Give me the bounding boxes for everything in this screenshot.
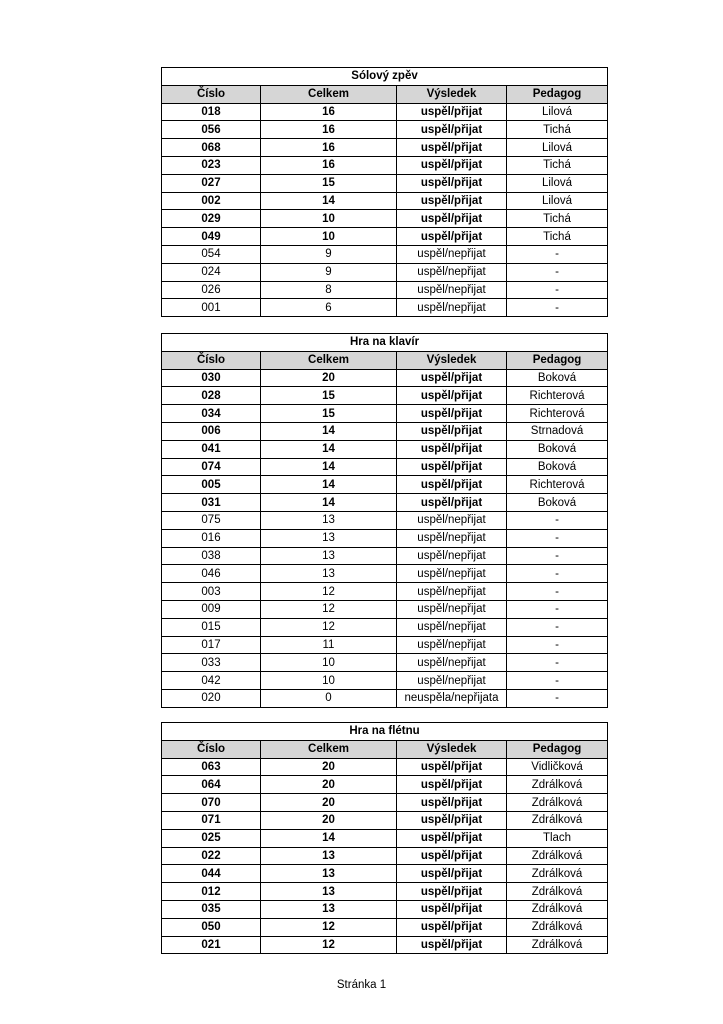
table-body bbox=[162, 369, 608, 707]
section-title: Hra na flétnu bbox=[162, 723, 608, 741]
cell-pedagog: - bbox=[507, 281, 608, 299]
cell-celkem: 12 bbox=[261, 918, 397, 936]
cell-vysledek: uspěl/nepřijat bbox=[397, 583, 507, 601]
cell-pedagog: Lilová bbox=[507, 174, 608, 192]
cell-cislo: 034 bbox=[162, 405, 261, 423]
cell-celkem: 14 bbox=[261, 494, 397, 512]
table-row bbox=[162, 494, 608, 512]
cell-celkem: 13 bbox=[261, 847, 397, 865]
cell-pedagog: Boková bbox=[507, 458, 608, 476]
cell-vysledek: uspěl/přijat bbox=[397, 476, 507, 494]
cell-celkem: 14 bbox=[261, 829, 397, 847]
cell-pedagog: - bbox=[507, 689, 608, 707]
cell-pedagog: - bbox=[507, 672, 608, 690]
table-row bbox=[162, 529, 608, 547]
cell-pedagog: Tichá bbox=[507, 156, 608, 174]
cell-cislo: 035 bbox=[162, 900, 261, 918]
cell-pedagog: Richterová bbox=[507, 405, 608, 423]
cell-celkem: 8 bbox=[261, 281, 397, 299]
table-row bbox=[162, 387, 608, 405]
cell-vysledek: uspěl/přijat bbox=[397, 405, 507, 423]
cell-cislo: 002 bbox=[162, 192, 261, 210]
table-row bbox=[162, 103, 608, 121]
cell-vysledek: uspěl/přijat bbox=[397, 936, 507, 954]
cell-pedagog: Strnadová bbox=[507, 422, 608, 440]
table-hra-na-fletnu bbox=[161, 722, 608, 954]
cell-pedagog: - bbox=[507, 600, 608, 618]
table-row bbox=[162, 758, 608, 776]
header-celkem: Celkem bbox=[261, 85, 397, 103]
cell-cislo: 026 bbox=[162, 281, 261, 299]
cell-pedagog: - bbox=[507, 654, 608, 672]
table-row bbox=[162, 228, 608, 246]
cell-cislo: 042 bbox=[162, 672, 261, 690]
table-row bbox=[162, 422, 608, 440]
cell-vysledek: uspěl/nepřijat bbox=[397, 618, 507, 636]
table-row bbox=[162, 139, 608, 157]
table-row bbox=[162, 583, 608, 601]
cell-pedagog: - bbox=[507, 263, 608, 281]
cell-vysledek: uspěl/přijat bbox=[397, 918, 507, 936]
table-row bbox=[162, 672, 608, 690]
cell-cislo: 009 bbox=[162, 600, 261, 618]
cell-vysledek: uspěl/přijat bbox=[397, 494, 507, 512]
cell-vysledek: uspěl/přijat bbox=[397, 387, 507, 405]
cell-celkem: 13 bbox=[261, 865, 397, 883]
section-title: Sólový zpěv bbox=[162, 68, 608, 86]
section-title: Hra na klavír bbox=[162, 334, 608, 352]
cell-vysledek: uspěl/nepřijat bbox=[397, 299, 507, 317]
cell-vysledek: uspěl/přijat bbox=[397, 121, 507, 139]
cell-celkem: 13 bbox=[261, 900, 397, 918]
table-row bbox=[162, 865, 608, 883]
cell-pedagog: - bbox=[507, 565, 608, 583]
cell-celkem: 12 bbox=[261, 600, 397, 618]
cell-vysledek: uspěl/přijat bbox=[397, 758, 507, 776]
table-row bbox=[162, 121, 608, 139]
table-row bbox=[162, 618, 608, 636]
cell-celkem: 14 bbox=[261, 440, 397, 458]
cell-cislo: 028 bbox=[162, 387, 261, 405]
cell-cislo: 070 bbox=[162, 794, 261, 812]
cell-celkem: 12 bbox=[261, 936, 397, 954]
cell-vysledek: uspěl/přijat bbox=[397, 192, 507, 210]
cell-pedagog: - bbox=[507, 618, 608, 636]
cell-cislo: 033 bbox=[162, 654, 261, 672]
cell-pedagog: - bbox=[507, 547, 608, 565]
header-pedagog: Pedagog bbox=[507, 351, 608, 369]
cell-vysledek: uspěl/přijat bbox=[397, 776, 507, 794]
cell-pedagog: Tichá bbox=[507, 121, 608, 139]
table-row bbox=[162, 847, 608, 865]
table-hra-na-klavir bbox=[161, 333, 608, 708]
cell-vysledek: uspěl/přijat bbox=[397, 228, 507, 246]
cell-vysledek: uspěl/přijat bbox=[397, 156, 507, 174]
table-row bbox=[162, 776, 608, 794]
cell-celkem: 20 bbox=[261, 811, 397, 829]
header-vysledek: Výsledek bbox=[397, 740, 507, 758]
cell-cislo: 006 bbox=[162, 422, 261, 440]
table-row bbox=[162, 918, 608, 936]
table-row bbox=[162, 369, 608, 387]
cell-pedagog: Zdrálková bbox=[507, 883, 608, 901]
cell-celkem: 13 bbox=[261, 547, 397, 565]
table-row bbox=[162, 936, 608, 954]
table-row bbox=[162, 405, 608, 423]
table-row bbox=[162, 192, 608, 210]
page-footer: Stránka 1 bbox=[336, 979, 387, 991]
cell-vysledek: uspěl/přijat bbox=[397, 210, 507, 228]
cell-vysledek: uspěl/přijat bbox=[397, 794, 507, 812]
cell-pedagog: Zdrálková bbox=[507, 811, 608, 829]
header-pedagog: Pedagog bbox=[507, 85, 608, 103]
cell-vysledek: uspěl/nepřijat bbox=[397, 263, 507, 281]
table-row bbox=[162, 600, 608, 618]
cell-pedagog: - bbox=[507, 245, 608, 263]
cell-cislo: 017 bbox=[162, 636, 261, 654]
table-row bbox=[162, 210, 608, 228]
cell-pedagog: - bbox=[507, 299, 608, 317]
cell-celkem: 14 bbox=[261, 476, 397, 494]
cell-pedagog: Zdrálková bbox=[507, 936, 608, 954]
cell-cislo: 049 bbox=[162, 228, 261, 246]
cell-pedagog: Lilová bbox=[507, 192, 608, 210]
cell-celkem: 14 bbox=[261, 422, 397, 440]
table-row bbox=[162, 636, 608, 654]
cell-cislo: 020 bbox=[162, 689, 261, 707]
cell-pedagog: Zdrálková bbox=[507, 900, 608, 918]
cell-celkem: 13 bbox=[261, 511, 397, 529]
header-cislo: Číslo bbox=[162, 351, 261, 369]
cell-pedagog: Richterová bbox=[507, 387, 608, 405]
cell-cislo: 044 bbox=[162, 865, 261, 883]
cell-pedagog: Zdrálková bbox=[507, 794, 608, 812]
header-vysledek: Výsledek bbox=[397, 85, 507, 103]
cell-pedagog: Tlach bbox=[507, 829, 608, 847]
cell-cislo: 027 bbox=[162, 174, 261, 192]
cell-pedagog: Tichá bbox=[507, 210, 608, 228]
cell-pedagog: Vidličková bbox=[507, 758, 608, 776]
table-row bbox=[162, 281, 608, 299]
cell-cislo: 056 bbox=[162, 121, 261, 139]
cell-vysledek: uspěl/přijat bbox=[397, 440, 507, 458]
header-pedagog: Pedagog bbox=[507, 740, 608, 758]
cell-cislo: 022 bbox=[162, 847, 261, 865]
cell-cislo: 029 bbox=[162, 210, 261, 228]
cell-cislo: 068 bbox=[162, 139, 261, 157]
cell-vysledek: uspěl/nepřijat bbox=[397, 600, 507, 618]
header-celkem: Celkem bbox=[261, 351, 397, 369]
cell-celkem: 13 bbox=[261, 883, 397, 901]
cell-cislo: 012 bbox=[162, 883, 261, 901]
cell-celkem: 15 bbox=[261, 405, 397, 423]
cell-celkem: 16 bbox=[261, 139, 397, 157]
cell-vysledek: uspěl/přijat bbox=[397, 847, 507, 865]
table-row bbox=[162, 811, 608, 829]
table-row bbox=[162, 511, 608, 529]
cell-pedagog: - bbox=[507, 529, 608, 547]
table-row bbox=[162, 794, 608, 812]
cell-cislo: 041 bbox=[162, 440, 261, 458]
cell-vysledek: uspěl/nepřijat bbox=[397, 511, 507, 529]
cell-cislo: 021 bbox=[162, 936, 261, 954]
table-row bbox=[162, 458, 608, 476]
cell-pedagog: Lilová bbox=[507, 103, 608, 121]
cell-pedagog: Zdrálková bbox=[507, 865, 608, 883]
cell-celkem: 15 bbox=[261, 174, 397, 192]
cell-celkem: 9 bbox=[261, 263, 397, 281]
cell-pedagog: Zdrálková bbox=[507, 776, 608, 794]
cell-cislo: 025 bbox=[162, 829, 261, 847]
cell-celkem: 10 bbox=[261, 672, 397, 690]
cell-cislo: 038 bbox=[162, 547, 261, 565]
cell-cislo: 031 bbox=[162, 494, 261, 512]
cell-pedagog: Boková bbox=[507, 369, 608, 387]
header-celkem: Celkem bbox=[261, 740, 397, 758]
cell-vysledek: uspěl/přijat bbox=[397, 174, 507, 192]
cell-celkem: 10 bbox=[261, 228, 397, 246]
cell-cislo: 074 bbox=[162, 458, 261, 476]
cell-cislo: 063 bbox=[162, 758, 261, 776]
cell-vysledek: uspěl/přijat bbox=[397, 900, 507, 918]
cell-vysledek: uspěl/nepřijat bbox=[397, 636, 507, 654]
cell-cislo: 030 bbox=[162, 369, 261, 387]
cell-cislo: 075 bbox=[162, 511, 261, 529]
table-row bbox=[162, 547, 608, 565]
cell-celkem: 13 bbox=[261, 565, 397, 583]
table-row bbox=[162, 565, 608, 583]
table-row bbox=[162, 263, 608, 281]
cell-celkem: 0 bbox=[261, 689, 397, 707]
cell-celkem: 9 bbox=[261, 245, 397, 263]
cell-celkem: 16 bbox=[261, 103, 397, 121]
cell-pedagog: Boková bbox=[507, 440, 608, 458]
cell-vysledek: uspěl/přijat bbox=[397, 883, 507, 901]
cell-celkem: 20 bbox=[261, 369, 397, 387]
cell-celkem: 14 bbox=[261, 458, 397, 476]
cell-vysledek: uspěl/přijat bbox=[397, 811, 507, 829]
cell-vysledek: uspěl/přijat bbox=[397, 422, 507, 440]
cell-cislo: 015 bbox=[162, 618, 261, 636]
cell-vysledek: uspěl/přijat bbox=[397, 829, 507, 847]
cell-vysledek: uspěl/nepřijat bbox=[397, 672, 507, 690]
cell-celkem: 10 bbox=[261, 654, 397, 672]
cell-celkem: 11 bbox=[261, 636, 397, 654]
cell-cislo: 050 bbox=[162, 918, 261, 936]
cell-cislo: 064 bbox=[162, 776, 261, 794]
cell-vysledek: uspěl/nepřijat bbox=[397, 654, 507, 672]
cell-celkem: 16 bbox=[261, 156, 397, 174]
cell-cislo: 023 bbox=[162, 156, 261, 174]
table-row bbox=[162, 883, 608, 901]
cell-vysledek: uspěl/přijat bbox=[397, 139, 507, 157]
cell-pedagog: Richterová bbox=[507, 476, 608, 494]
cell-pedagog: - bbox=[507, 511, 608, 529]
cell-celkem: 15 bbox=[261, 387, 397, 405]
cell-vysledek: uspěl/nepřijat bbox=[397, 547, 507, 565]
table-row bbox=[162, 829, 608, 847]
cell-celkem: 6 bbox=[261, 299, 397, 317]
cell-pedagog: Zdrálková bbox=[507, 918, 608, 936]
cell-celkem: 20 bbox=[261, 758, 397, 776]
table-row bbox=[162, 299, 608, 317]
cell-celkem: 12 bbox=[261, 618, 397, 636]
cell-vysledek: uspěl/přijat bbox=[397, 458, 507, 476]
cell-cislo: 016 bbox=[162, 529, 261, 547]
cell-vysledek: uspěl/přijat bbox=[397, 103, 507, 121]
cell-cislo: 054 bbox=[162, 245, 261, 263]
cell-celkem: 20 bbox=[261, 776, 397, 794]
table-row bbox=[162, 440, 608, 458]
cell-pedagog: Zdrálková bbox=[507, 847, 608, 865]
table-row bbox=[162, 654, 608, 672]
cell-vysledek: uspěl/přijat bbox=[397, 369, 507, 387]
cell-celkem: 12 bbox=[261, 583, 397, 601]
cell-pedagog: - bbox=[507, 583, 608, 601]
table-row bbox=[162, 156, 608, 174]
cell-vysledek: uspěl/nepřijat bbox=[397, 565, 507, 583]
cell-vysledek: uspěl/nepřijat bbox=[397, 529, 507, 547]
table-row bbox=[162, 689, 608, 707]
cell-cislo: 018 bbox=[162, 103, 261, 121]
header-cislo: Číslo bbox=[162, 740, 261, 758]
header-cislo: Číslo bbox=[162, 85, 261, 103]
cell-celkem: 14 bbox=[261, 192, 397, 210]
cell-celkem: 16 bbox=[261, 121, 397, 139]
cell-cislo: 003 bbox=[162, 583, 261, 601]
cell-celkem: 20 bbox=[261, 794, 397, 812]
cell-cislo: 071 bbox=[162, 811, 261, 829]
table-body bbox=[162, 103, 608, 317]
cell-pedagog: Lilová bbox=[507, 139, 608, 157]
cell-pedagog: Tichá bbox=[507, 228, 608, 246]
cell-pedagog: Boková bbox=[507, 494, 608, 512]
table-row bbox=[162, 245, 608, 263]
cell-vysledek: uspěl/nepřijat bbox=[397, 281, 507, 299]
cell-vysledek: uspěl/přijat bbox=[397, 865, 507, 883]
cell-vysledek: uspěl/nepřijat bbox=[397, 245, 507, 263]
cell-celkem: 13 bbox=[261, 529, 397, 547]
cell-pedagog: - bbox=[507, 636, 608, 654]
table-row bbox=[162, 900, 608, 918]
cell-celkem: 10 bbox=[261, 210, 397, 228]
header-vysledek: Výsledek bbox=[397, 351, 507, 369]
cell-cislo: 005 bbox=[162, 476, 261, 494]
cell-cislo: 001 bbox=[162, 299, 261, 317]
table-solovy-zpev bbox=[161, 67, 608, 317]
table-row bbox=[162, 174, 608, 192]
cell-vysledek: neuspěla/nepřijata bbox=[397, 689, 507, 707]
table-row bbox=[162, 476, 608, 494]
cell-cislo: 024 bbox=[162, 263, 261, 281]
cell-cislo: 046 bbox=[162, 565, 261, 583]
table-body bbox=[162, 758, 608, 954]
